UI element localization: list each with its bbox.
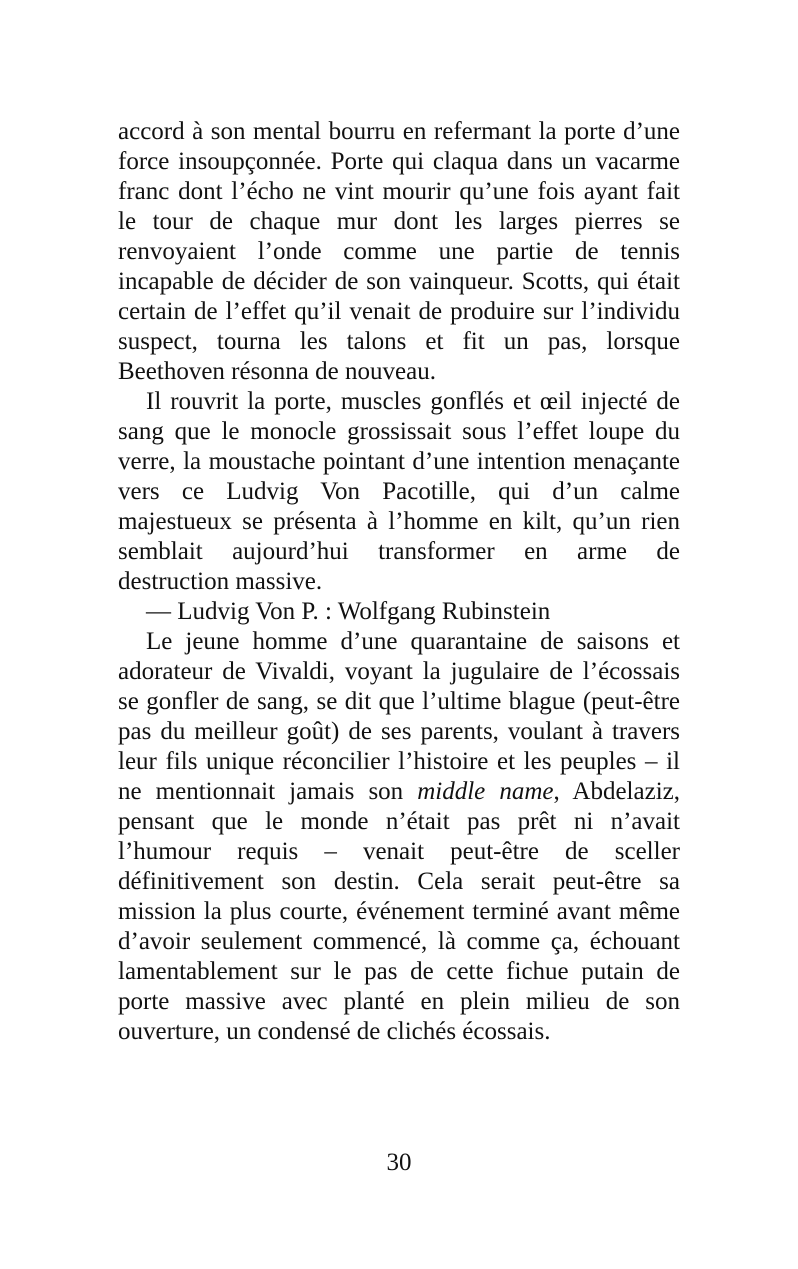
paragraph-text-before-italic: Le jeune homme d’une quarantaine de saisons et adorateur de Vivaldi, voyant la jugulaire de l’écossais se gonfler de sang, se dit que l’ultime blague (peut-être pas du meilleur goût) de ses parents, voulant à travers leur fils unique réconcilier l’histoire et les peuples – il ne mentionnait jamais son [118,628,680,805]
body-text [118,117,680,1047]
dialogue-line: — Ludvig Von P. : Wolfgang Rubinstein [146,598,551,625]
paragraph-text-after-italic: , Abdelaziz, pensant que le monde n’était pas prêt ni n’avait l’humour requis – venait peut-être de sceller définitivement son destin. Cela serait peut-être sa mission la plus courte, événement terminé avant même d’avoir seulement commencé, là comme ça, échouant lamentablement sur le pas de cette fichue putain de porte massive avec planté en plein milieu de son ouverture, un condensé de clichés écossais. [118,778,680,1045]
page-number: 30 [386,1149,412,1176]
paragraph-continuation: accord à son mental bourru en refermant la porte d’une force insoupçonnée. Porte qui claqua dans un vacarme franc dont l’écho ne vint mourir qu’une fois ayant fait le tour de chaque mur dont les larges pierres se renvoyaient l’onde comme une partie de tennis incapable de décider de son vainqueur. Scotts, qui était certain de l’effet qu’il venait de produire sur l’individu suspect, tourna les talons et fit un pas, lorsque Beethoven résonna de nouveau. [118,118,680,385]
paragraph-young-man [118,627,680,1047]
paragraph-door: Il rouvrit la porte, muscles gonflés et œil injecté de sang que le monocle grossissait sous l’effet loupe du verre, la moustache pointant d’une intention menaçante vers ce Ludvig Von Pacotille, qui d’un calme majestueux se présenta à l’homme en kilt, qu’un rien semblait aujourd’hui transformer en arme de destruction massive. [118,388,680,595]
italic-middle-name: middle name [417,778,554,805]
